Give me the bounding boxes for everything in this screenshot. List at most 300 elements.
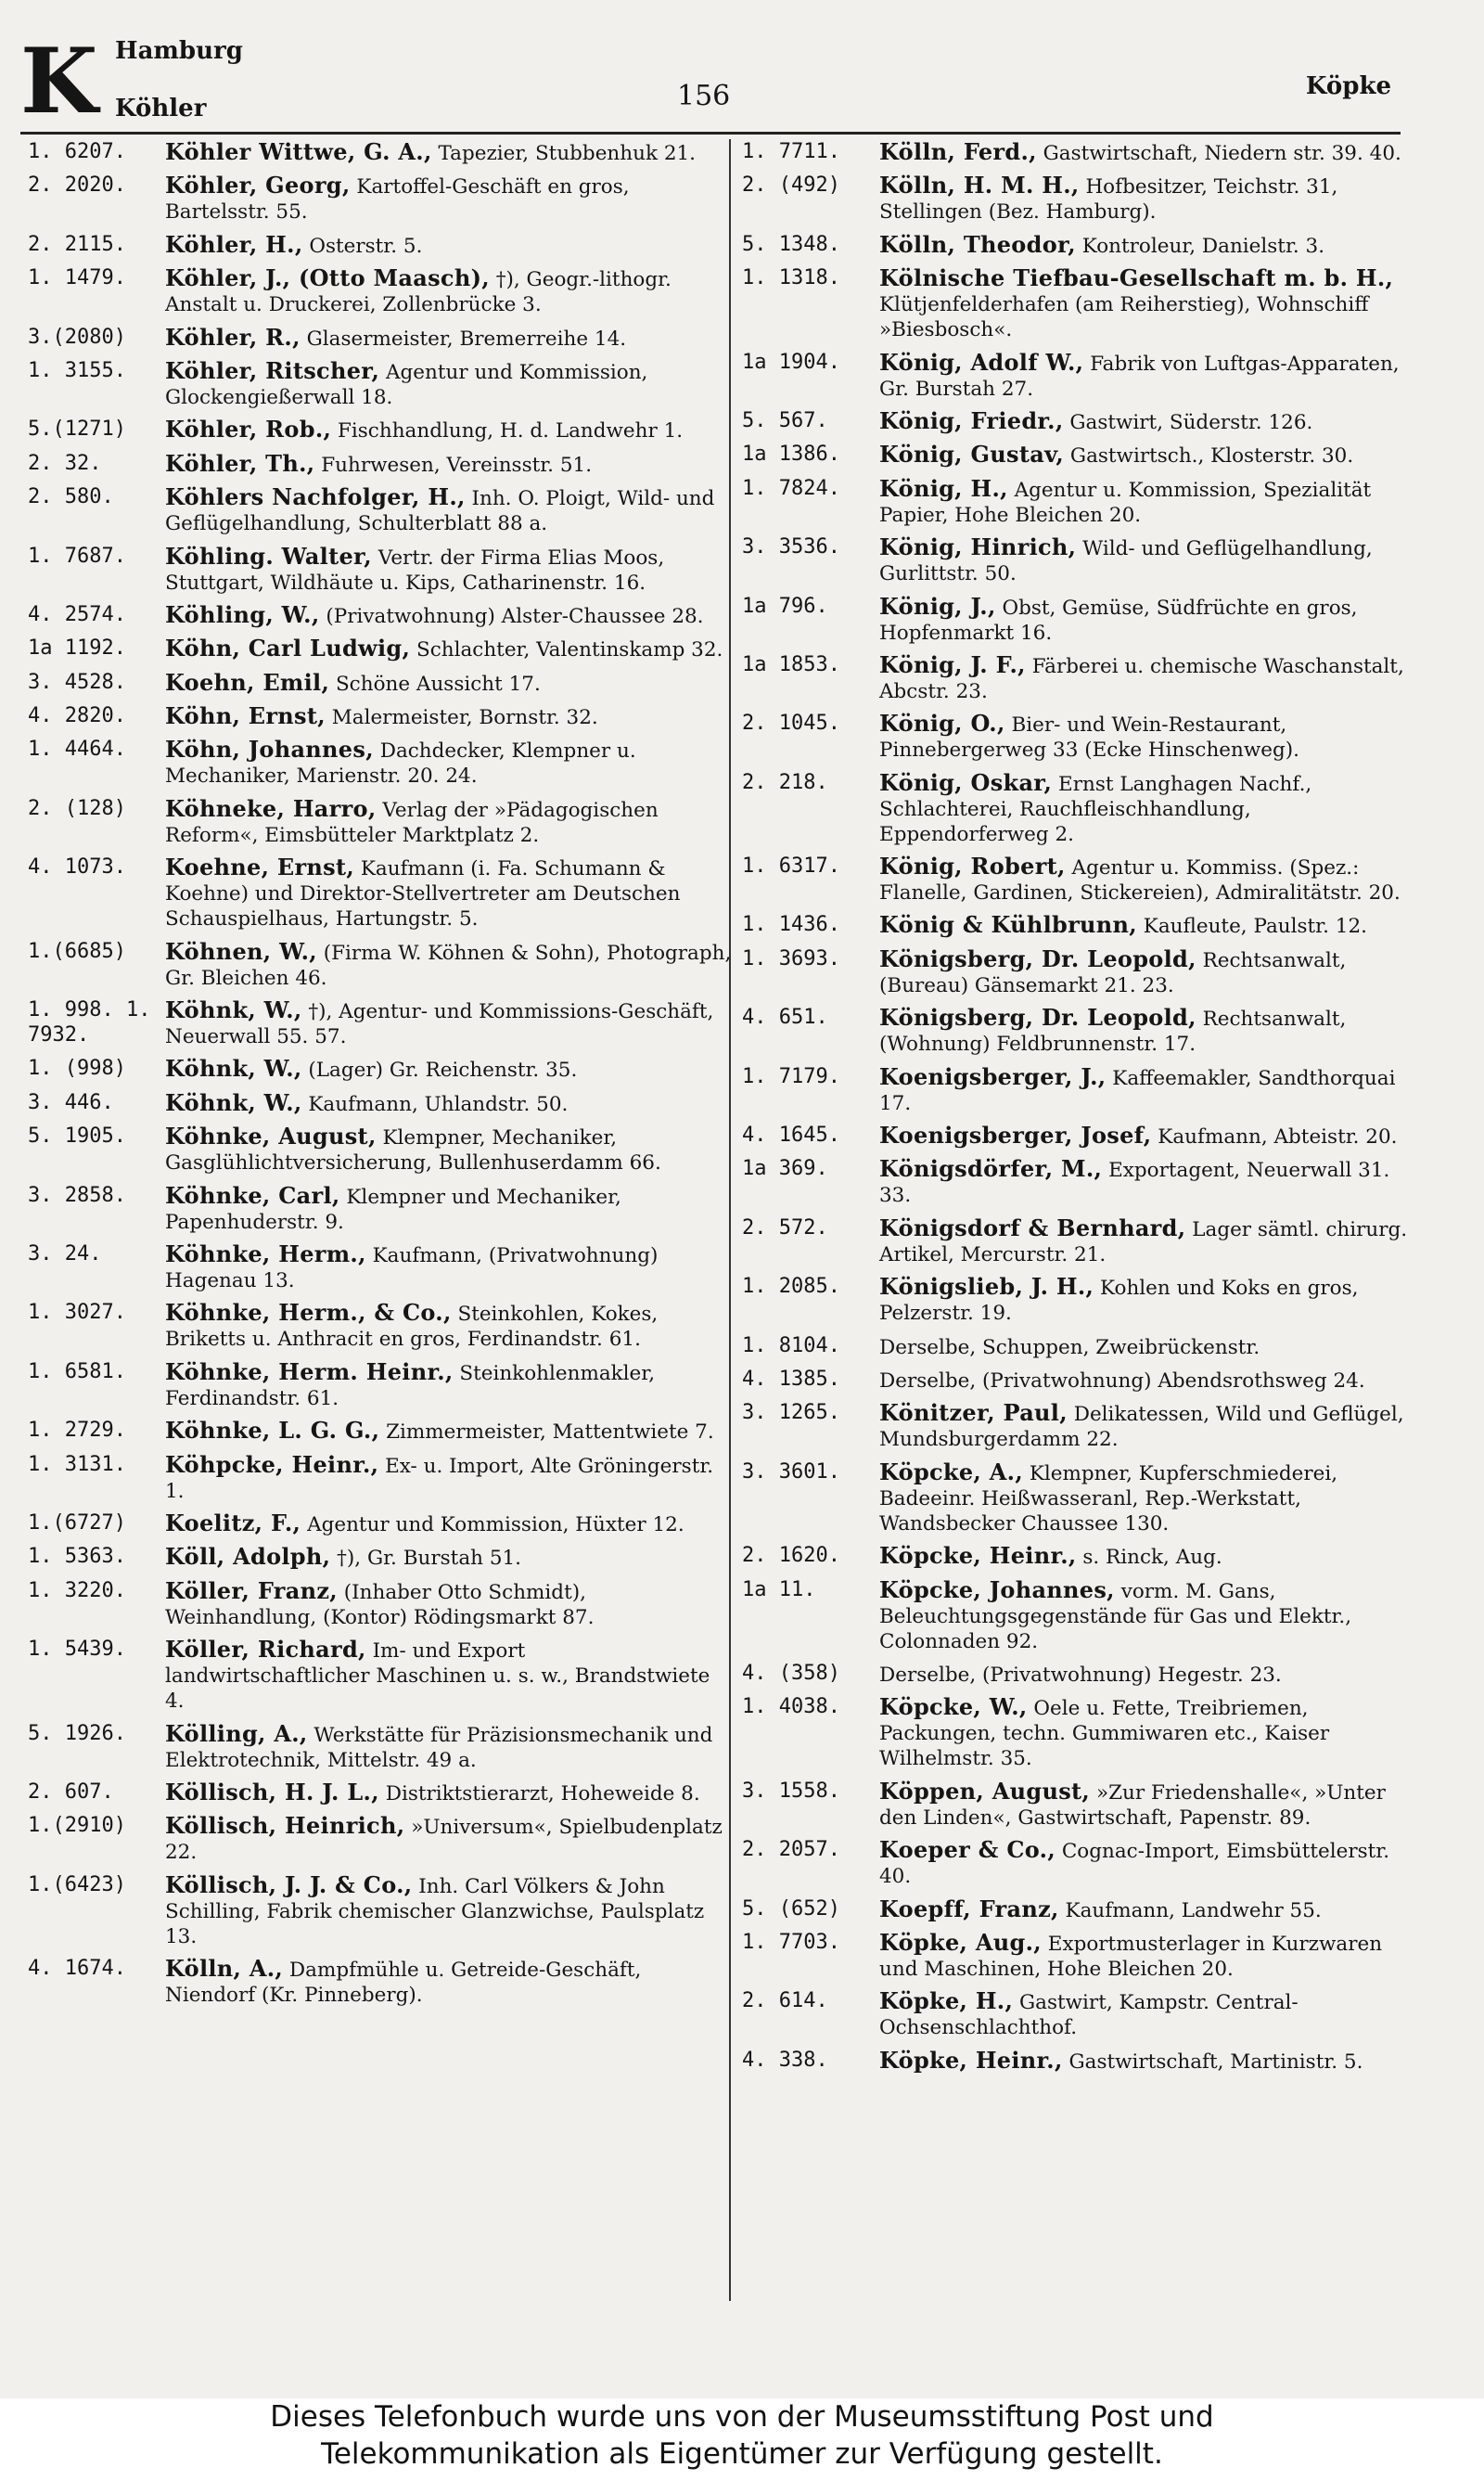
subscriber-details: Werkstätte für Präzisionsmechanik und Elektrotechnik, Mittelstr. 49 a.: [165, 1723, 713, 1772]
subscriber-details: Wild- und Geflügelhandlung, Gurlittstr. 50.: [879, 537, 1373, 586]
subscriber-details: Steinkohlenmakler, Ferdinandstr. 61.: [165, 1361, 656, 1410]
subscriber-details: Exportmusterlager in Kurzwaren und Maschinen, Hohe Bleichen 20.: [879, 1932, 1383, 1981]
subscriber-name: Köllisch, J. J. & Co.,: [165, 1870, 413, 1898]
subscriber-details: Dampfmühle u. Getreide-Geschäft, Niendorf (Kr. Pinneberg).: [165, 1959, 642, 2008]
phone-number: 1a 796.: [742, 594, 828, 618]
phone-number: 4. 2820.: [28, 704, 126, 728]
subscriber-details: Kaufmann, Abteistr. 20.: [1158, 1125, 1398, 1150]
subscriber-name: Köller, Franz,: [165, 1576, 338, 1604]
subscriber-name: Köhnke, Carl,: [165, 1181, 340, 1209]
subscriber-details: Gastwirtsch., Klosterstr. 30.: [1069, 444, 1354, 469]
subscriber-details: Delikatessen, Wild und Geflügel, Mundsburgerdamm 22.: [879, 1403, 1404, 1452]
subscriber-name: Koelitz, F.,: [165, 1509, 301, 1536]
directory-entry: [742, 534, 1410, 586]
footer-line-2: Telekommunikation als Eigentümer zur Verfügung gestellt.: [321, 2437, 1163, 2471]
directory-entry: [28, 1578, 733, 1630]
phone-number: 1. 2085.: [742, 1275, 840, 1299]
directory-entry: [28, 1544, 733, 1571]
subscriber-details: (Inhaber Otto Schmidt), Weinhandlung, (Kontor) Rödingsmarkt 87.: [165, 1580, 595, 1629]
subscriber-name: Köhpcke, Heinr.,: [165, 1450, 379, 1478]
directory-entry: [28, 325, 733, 352]
directory-entry: [742, 1577, 1410, 1654]
phone-number: 1a 1386.: [742, 443, 840, 467]
phone-number: 4. 651.: [742, 1006, 828, 1030]
subscriber-name: Köhnke, Herm.,: [165, 1240, 366, 1267]
phone-number: 4. 338.: [742, 2048, 828, 2072]
subscriber-details: Tapezier, Stubbenhuk 21.: [438, 142, 697, 165]
phone-number: 1. 5363.: [28, 1545, 126, 1569]
directory-entry: [28, 1637, 733, 1714]
phone-number: 4. 1073.: [28, 855, 126, 880]
directory-entry: [28, 1183, 733, 1235]
phone-number: 1. 4464.: [28, 738, 126, 762]
subscriber-name: Köhnke, Herm. Heinr.,: [165, 1357, 454, 1385]
subscriber-details: Kaufmann, (Privatwohnung) Hagenau 13.: [165, 1243, 659, 1292]
subscriber-name: König, J. F.,: [879, 650, 1026, 678]
subscriber-details: Zimmermeister, Mattentwiete 7.: [386, 1420, 714, 1445]
subscriber-details: †), Gr. Burstah 51.: [337, 1547, 522, 1571]
phone-number: 1. 7687.: [28, 544, 126, 568]
subscriber-name: Kölln, H. M. H.,: [879, 172, 1080, 199]
phone-number: 4. 1674.: [28, 1957, 126, 1981]
subscriber-name: König, Robert,: [879, 853, 1066, 880]
column-divider: [729, 139, 731, 2301]
subscriber-name: Könitzer, Paul,: [879, 1399, 1068, 1427]
subscriber-details: (Firma W. Köhnen & Sohn), Photograph, Gr. Bleichen 46.: [165, 941, 732, 990]
phone-number: 1a 1853.: [742, 652, 840, 676]
subscriber-details: »Zur Friedenshalle«, »Unter den Linden«, Gastwirtschaft, Papenstr. 89.: [879, 1780, 1386, 1830]
subscriber-name: Köpcke, Heinr.,: [879, 1542, 1077, 1570]
subscriber-name: Köllisch, Heinrich,: [165, 1812, 405, 1840]
subscriber-details: Distriktstierarzt, Hoheweide 8.: [385, 1781, 700, 1805]
directory-entry: [742, 1779, 1410, 1831]
phone-number: 1. 3155.: [28, 358, 126, 382]
subscriber-details: Oele u. Fette, Treibriemen, Packungen, techn. Gummiwaren etc., Kaiser Wilhelmstr. 35.: [879, 1697, 1330, 1771]
subscriber-name: Koenigsberger, J.,: [879, 1062, 1107, 1090]
directory-entry: [28, 232, 733, 259]
subscriber-name: Köhnk, W.,: [165, 1055, 302, 1083]
subscriber-name: Köllisch, H. J. L.,: [165, 1778, 379, 1805]
subscriber-name: Kölling, A.,: [165, 1719, 308, 1747]
directory-entry: [28, 997, 733, 1049]
subscriber-name: Koepff, Franz,: [879, 1895, 1059, 1922]
subscriber-details: Kaufmann (i. Fa. Schumann & Koehne) und Direktor-Stellvertreter am Deutschen Schauspielhaus, Hartungstr. 5.: [165, 857, 681, 932]
subscriber-details: Ex- u. Import, Alte Gröningerstr. 1.: [165, 1454, 714, 1503]
subscriber-name: Kölnische Tiefbau-Gesellschaft m. b. H.,: [879, 264, 1394, 292]
phone-number: 5. 1905.: [28, 1124, 126, 1149]
phone-number: 1. 1318.: [742, 266, 840, 290]
phone-number: 3. 24.: [28, 1241, 102, 1266]
left-column: [28, 139, 733, 2014]
subscriber-name: Köll, Adolph,: [165, 1543, 331, 1571]
directory-entry: [742, 652, 1410, 704]
directory-entry: [28, 939, 733, 991]
directory-entry: [28, 636, 733, 662]
subscriber-name: König, H.,: [879, 474, 1008, 502]
phone-number: 2. 1045.: [742, 712, 840, 736]
subscriber-details: Hofbesitzer, Teichstr. 31, Stellingen (Bez. Hamburg).: [879, 175, 1338, 225]
range-end: Köpke: [1305, 72, 1391, 100]
subscriber-details: Inh. Carl Völkers & John Schilling, Fabrik chemischer Glanzwichse, Paulsplatz 13.: [165, 1874, 705, 1948]
directory-entry: [742, 1156, 1410, 1208]
subscriber-name: Köhlers Nachfolger, H.,: [165, 483, 466, 511]
subscriber-name: Köpke, Aug.,: [879, 1928, 1042, 1956]
directory-entry: [28, 855, 733, 932]
phone-number: 5. 567.: [742, 408, 828, 432]
subscriber-details: Fischhandlung, H. d. Landwehr 1.: [337, 419, 684, 443]
subscriber-name: Köhler, R.,: [165, 323, 301, 351]
subscriber-details: Färberei u. chemische Waschanstalt, Abcstr. 23.: [879, 654, 1404, 703]
subscriber-details: Gastwirtschaft, Niedern str. 39. 40.: [1043, 142, 1401, 165]
phone-number: 2. 2020.: [28, 173, 126, 198]
subscriber-name: Köhler, Georg,: [165, 172, 351, 199]
directory-entry: [742, 408, 1410, 435]
directory-entry: [28, 1872, 733, 1949]
subscriber-details: Inh. O. Ploigt, Wild- und Geflügelhandlung, Schulterblatt 88 a.: [165, 487, 715, 536]
directory-entry: [742, 854, 1410, 906]
directory-entry: [28, 1780, 733, 1806]
directory-entry: [28, 1056, 733, 1083]
subscriber-name: Kölln, Ferd.,: [879, 138, 1037, 165]
phone-number: 2. 580.: [28, 485, 114, 509]
phone-number: 2. (492): [742, 173, 840, 198]
directory-entry: [28, 670, 733, 697]
subscriber-details: Kontroleur, Danielstr. 3.: [1081, 234, 1325, 258]
subscriber-details: vorm. M. Gans, Beleuchtungsgegenstände für Gas und Elektr., Colonnaden 92.: [879, 1579, 1352, 1653]
directory-entry: [742, 1543, 1410, 1570]
directory-entry: [28, 1956, 733, 2008]
phone-number: 2. 1620.: [742, 1544, 840, 1568]
subscriber-details: Agentur und Kommission, Hüxter 12.: [307, 1512, 684, 1536]
subscriber-details: Dachdecker, Klempner u. Mechaniker, Marienstr. 20. 24.: [165, 739, 636, 789]
subscriber-details: Agentur und Kommission, Glockengießerwall 18.: [165, 360, 648, 409]
right-column: [742, 139, 1410, 2081]
phone-number: 4. 2574.: [28, 602, 126, 626]
directory-entry: [742, 1400, 1410, 1452]
phone-number: 2. (128): [28, 796, 126, 820]
directory-entry: [742, 770, 1410, 847]
page-number: 156: [677, 80, 731, 112]
directory-entry: [28, 265, 733, 317]
directory-entry: [28, 173, 733, 225]
subscriber-details: (Lager) Gr. Reichenstr. 35.: [308, 1059, 578, 1083]
directory-entry: [28, 1090, 733, 1117]
directory-entry: [742, 1896, 1410, 1923]
subscriber-name: Königsberg, Dr. Leopold,: [879, 1004, 1196, 1032]
directory-entry: [742, 912, 1410, 939]
phone-number: 2. 572.: [742, 1215, 828, 1240]
subscriber-details: Vertr. der Firma Elias Moos, Stuttgart, Wildhäute u. Kips, Catharinenstr. 16.: [165, 546, 665, 595]
subscriber-name: König, O.,: [879, 710, 1005, 738]
subscriber-name: Köhling, W.,: [165, 600, 320, 628]
directory-entry: [28, 1418, 733, 1445]
subscriber-name: Kölln, A.,: [165, 1955, 284, 1983]
directory-entry: [742, 173, 1410, 225]
subscriber-details: Agentur u. Kommiss. (Spez.: Flanelle, Gardinen, Stickereien), Admiralitätstr. 20.: [879, 856, 1401, 906]
subscriber-name: Köhnen, W.,: [165, 937, 317, 965]
directory-entry: [742, 1930, 1410, 1982]
subscriber-name: König, Gustav,: [879, 441, 1065, 469]
phone-number: 4. 1645.: [742, 1124, 840, 1148]
directory-entry: [28, 139, 733, 166]
directory-entry: [742, 1005, 1410, 1057]
directory-entry: [28, 1510, 733, 1537]
phone-number: 2. 614.: [742, 1989, 828, 2013]
phone-number: 1. 1436.: [742, 913, 840, 937]
subscriber-name: König, Hinrich,: [879, 533, 1077, 561]
phone-number: 5. (652): [742, 1896, 840, 1921]
directory-entry: [28, 1721, 733, 1773]
directory-entry: [28, 1452, 733, 1504]
subscriber-name: Köhn, Ernst,: [165, 702, 326, 730]
subscriber-details: Osterstr. 5.: [309, 234, 423, 258]
directory-entry: [28, 703, 733, 730]
phone-number: 1. 7711.: [742, 140, 840, 163]
footer-notice: [0, 2398, 1484, 2480]
phone-number: 1. (998): [28, 1057, 126, 1081]
phone-number: 1. 6317.: [742, 855, 840, 879]
phone-number: 1. 1479.: [28, 266, 126, 290]
subscriber-name: Koehn, Emil,: [165, 668, 330, 696]
phone-number: 1. 7179.: [742, 1064, 840, 1088]
subscriber-details: Bier- und Wein-Restaurant, Pinnebergerweg 33 (Ecke Hinschenweg).: [879, 713, 1299, 763]
subscriber-name: Köpcke, Johannes,: [879, 1575, 1115, 1603]
directory-entry: [28, 544, 733, 596]
subscriber-name: Köpcke, A.,: [879, 1458, 1023, 1485]
phone-number: 3. 3601.: [742, 1459, 840, 1484]
subscriber-details: Rechtsanwalt, (Bureau) Gänsemarkt 21. 23.: [879, 948, 1347, 997]
phone-number: 3. 446.: [28, 1090, 114, 1114]
directory-entry: [28, 1813, 733, 1865]
subscriber-details: Fuhrwesen, Vereinsstr. 51.: [321, 453, 593, 477]
directory-entry: [28, 1124, 733, 1176]
phone-number: 1. 4038.: [742, 1695, 840, 1719]
phone-number: 1. 7703.: [742, 1930, 840, 1954]
subscriber-details: Klempner und Mechaniker, Papenhuderstr. 9.: [165, 1185, 621, 1234]
subscriber-name: König & Kühlbrunn,: [879, 911, 1137, 939]
phone-number: 4. (358): [742, 1661, 840, 1685]
subscriber-name: Köpke, Heinr.,: [879, 2046, 1063, 2074]
subscriber-details: Schlachter, Valentinskamp 32.: [416, 638, 723, 662]
subscriber-name: Köhler, H.,: [165, 230, 303, 258]
subscriber-name: Kölln, Theodor,: [879, 230, 1076, 258]
subscriber-details: s. Rinck, Aug.: [1082, 1546, 1222, 1570]
phone-number: 1a 1904.: [742, 350, 840, 374]
phone-number: 1.(6685): [28, 939, 126, 963]
subscriber-details: Gastwirtschaft, Martinistr. 5.: [1068, 2050, 1363, 2074]
directory-entry: [742, 1459, 1410, 1536]
directory-entry: [28, 737, 733, 789]
phone-number: 1a 1192.: [28, 636, 126, 661]
directory-entry: [742, 139, 1410, 166]
subscriber-details: Fabrik von Luftgas-Apparaten, Gr. Burstah 27.: [879, 352, 1400, 401]
directory-entry: [28, 1241, 733, 1293]
directory-entry: [742, 1661, 1410, 1688]
subscriber-details: Derselbe, (Privatwohnung) Abendsrothsweg 24.: [879, 1368, 1365, 1393]
directory-entry: [742, 1367, 1410, 1394]
subscriber-name: Koehne, Ernst,: [165, 854, 355, 881]
phone-number: 3. 1558.: [742, 1779, 840, 1803]
subscriber-name: Königsdorf & Bernhard,: [879, 1214, 1186, 1241]
subscriber-details: Agentur u. Kommission, Spezialität Papier, Hohe Bleichen 20.: [879, 478, 1372, 527]
phone-number: 1. 6581.: [28, 1359, 126, 1383]
phone-number: 3. 3536.: [742, 535, 840, 559]
subscriber-name: Köhler, Rob.,: [165, 416, 332, 443]
phone-number: 3. 4528.: [28, 670, 126, 694]
subscriber-details: Schöne Aussicht 17.: [335, 672, 541, 696]
directory-entry: [28, 417, 733, 443]
subscriber-name: Köhnke, August,: [165, 1123, 377, 1150]
subscriber-details: Malermeister, Bornstr. 32.: [331, 706, 598, 730]
phone-number: 3. 1265.: [742, 1401, 840, 1425]
phone-number: 2. 32.: [28, 451, 102, 475]
subscriber-name: Köhler, J., (Otto Maasch),: [165, 264, 490, 292]
subscriber-details: Kaufleute, Paulstr. 12.: [1143, 915, 1367, 939]
phone-number: 1. 3220.: [28, 1578, 126, 1602]
directory-entry: [742, 265, 1410, 342]
subscriber-name: Köhn, Johannes,: [165, 736, 374, 764]
subscriber-details: Exportagent, Neuerwall 31. 33.: [879, 1159, 1390, 1208]
subscriber-name: Köhn, Carl Ludwig,: [165, 635, 411, 662]
subscriber-name: Köhler, Ritscher,: [165, 356, 380, 384]
subscriber-details: Kartoffel-Geschäft en gros, Bartelsstr. 55.: [165, 175, 630, 225]
subscriber-details: Kaffeemakler, Sandthorquai 17.: [879, 1066, 1396, 1115]
subscriber-details: Klütjenfelderhafen (am Reiherstieg), Wohnschiff »Biesbosch«.: [879, 293, 1369, 342]
footer-line-1: Dieses Telefonbuch wurde uns von der Museumsstiftung Post und: [270, 2400, 1214, 2434]
subscriber-details: Gastwirt, Süderstr. 126.: [1069, 410, 1313, 434]
phone-number: 1. 6207.: [28, 140, 126, 163]
directory-entry: [742, 476, 1410, 528]
phone-number: 5.(1271): [28, 418, 126, 442]
phone-number: 1. 2729.: [28, 1419, 126, 1443]
phone-number: 1.(6727): [28, 1510, 126, 1535]
directory-entry: [742, 946, 1410, 998]
subscriber-name: König, Friedr.,: [879, 406, 1064, 434]
subscriber-name: Köpke, H.,: [879, 1987, 1014, 2015]
directory-entry: [742, 350, 1410, 402]
phone-number: 1. 3027.: [28, 1301, 126, 1325]
directory-entry: [742, 594, 1410, 646]
range-start: Köhler: [115, 95, 207, 122]
phone-number: 3.(2080): [28, 325, 126, 349]
subscriber-details: Lager sämtl. chirurg. Artikel, Mercurstr. 21.: [879, 1217, 1408, 1266]
directory-entry: [28, 1300, 733, 1352]
phone-number: 5. 1926.: [28, 1721, 126, 1745]
phone-number: 1a 11.: [742, 1577, 816, 1601]
subscriber-details: †), Agentur- und Kommissions-Geschäft, Neuerwall 55. 57.: [165, 1000, 714, 1049]
directory-entry: [742, 711, 1410, 763]
phone-number: 4. 1385.: [742, 1367, 840, 1391]
subscriber-details: †), Geogr.-lithogr. Anstalt u. Druckerei, Zollenbrücke 3.: [165, 268, 672, 317]
directory-entry: [28, 358, 733, 410]
subscriber-details: Rechtsanwalt, (Wohnung) Feldbrunnenstr. 17.: [879, 1008, 1347, 1057]
subscriber-details: Obst, Gemüse, Südfrüchte en gros, Hopfenmarkt 16.: [879, 596, 1358, 645]
subscriber-name: Köpcke, W.,: [879, 1693, 1028, 1721]
phone-number: 2. 607.: [28, 1780, 114, 1804]
subscriber-name: Königsdörfer, M.,: [879, 1155, 1103, 1183]
subscriber-name: Koeper & Co.,: [879, 1836, 1055, 1864]
phone-number: 1. 998. 1. 7932.: [28, 998, 151, 1047]
subscriber-name: Köller, Richard,: [165, 1636, 366, 1664]
subscriber-details: Gastwirt, Kampstr. Central-Ochsenschlachthof.: [879, 1991, 1298, 2040]
directory-entry: [742, 1988, 1410, 2040]
phone-number: 1. 5439.: [28, 1638, 126, 1662]
phone-number: 1a 369.: [742, 1157, 828, 1181]
directory-entry: [742, 1064, 1410, 1116]
subscriber-details: Ernst Langhagen Nachf., Schlachterei, Rauchfleischhandlung, Eppendorferweg 2.: [879, 772, 1312, 846]
phone-number: 2. 2057.: [742, 1838, 840, 1862]
subscriber-details: Glasermeister, Bremerreihe 14.: [306, 327, 627, 351]
directory-entry: [742, 1215, 1410, 1267]
phone-number: 2. 2115.: [28, 232, 126, 256]
directory-entry: [28, 1359, 733, 1411]
subscriber-name: König, Oskar,: [879, 768, 1053, 796]
phone-number: 1.(6423): [28, 1872, 126, 1896]
subscriber-name: Köhnke, L. G. G.,: [165, 1417, 380, 1445]
phone-number: 1. 8104.: [742, 1333, 840, 1357]
subscriber-name: Köhnk, W.,: [165, 1088, 302, 1116]
directory-entry: [28, 484, 733, 536]
directory-entry: [742, 1837, 1410, 1889]
subscriber-name: Königsberg, Dr. Leopold,: [879, 944, 1196, 972]
subscriber-name: Köhler, Th.,: [165, 449, 315, 477]
subscriber-details: Steinkohlen, Kokes, Briketts u. Anthracit en gros, Ferdinandstr. 61.: [165, 1303, 659, 1352]
phone-number: 1. 3131.: [28, 1452, 126, 1476]
subscriber-details: Kohlen und Koks en gros, Pelzerstr. 19.: [879, 1277, 1359, 1326]
section-letter: K: [20, 29, 98, 134]
subscriber-details: Verlag der »Pädagogischen Reform«, Eimsbütteler Marktplatz 2.: [165, 798, 659, 847]
subscriber-details: (Privatwohnung) Alster-Chaussee 28.: [326, 604, 704, 628]
subscriber-name: König, Adolf W.,: [879, 348, 1084, 376]
subscriber-name: Köhling. Walter,: [165, 542, 372, 570]
directory-entry: [742, 1274, 1410, 1326]
directory-entry: [742, 2048, 1410, 2075]
phone-number: 5. 1348.: [742, 232, 840, 256]
phone-number: 1. 3693.: [742, 946, 840, 970]
directory-entry: [742, 1694, 1410, 1771]
subscriber-name: Königslieb, J. H.,: [879, 1273, 1094, 1301]
directory-entry: [742, 1123, 1410, 1150]
subscriber-details: Klempner, Kupferschmiederei, Badeeinr. Heißwasseranl, Rep.-Werkstatt, Wandsbecker Chaussee 130.: [879, 1461, 1338, 1536]
subscriber-name: Köppen, August,: [879, 1777, 1091, 1805]
subscriber-name: Köhler Wittwe, G. A.,: [165, 138, 432, 165]
subscriber-details: »Universum«, Spielbudenplatz 22.: [165, 1816, 723, 1865]
phone-number: 1. 7824.: [742, 476, 840, 500]
subscriber-details: Klempner, Mechaniker, Gasglühlichtversicherung, Bullenhuserdamm 66.: [165, 1126, 661, 1176]
subscriber-details: Im- und Export landwirtschaftlicher Maschinen u. s. w., Brandstwiete 4.: [165, 1639, 710, 1714]
subscriber-name: Koenigsberger, Josef,: [879, 1122, 1152, 1150]
subscriber-name: Köhnke, Herm., & Co.,: [165, 1299, 452, 1327]
subscriber-details: Derselbe, (Privatwohnung) Hegestr. 23.: [879, 1663, 1282, 1687]
directory-entry: [28, 796, 733, 848]
header-rule: [20, 132, 1401, 135]
directory-entry: [742, 442, 1410, 469]
subscriber-details: Kaufmann, Uhlandstr. 50.: [308, 1092, 569, 1116]
directory-entry: [742, 232, 1410, 259]
subscriber-details: Kaufmann, Landwehr 55.: [1065, 1898, 1322, 1922]
subscriber-name: Köhnk, W.,: [165, 996, 302, 1024]
phone-number: 3. 2858.: [28, 1183, 126, 1207]
phone-number: 1.(2910): [28, 1814, 126, 1838]
directory-entry: [28, 602, 733, 629]
subscriber-name: König, J.,: [879, 592, 996, 620]
phone-number: 2. 218.: [742, 770, 828, 794]
city-heading: Hamburg: [115, 37, 243, 65]
directory-entry: [28, 451, 733, 478]
directory-entry: [742, 1333, 1410, 1360]
subscriber-name: Köhneke, Harro,: [165, 794, 377, 822]
subscriber-details: Derselbe, Schuppen, Zweibrückenstr.: [879, 1335, 1260, 1359]
